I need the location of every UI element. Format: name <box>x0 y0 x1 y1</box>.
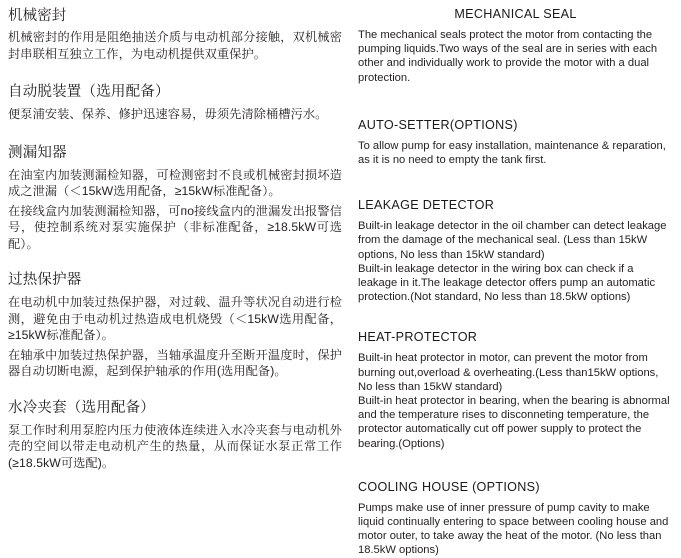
section-cooling-house-zh <box>8 398 342 472</box>
heat-protector-en-paragraph-1: Built-in heat protector in motor, can prevent the motor from burning out,overload & overheating.(Less than15kW options, No less than 15kW standard) <box>358 352 659 393</box>
section-leakage-detector-zh <box>8 143 342 253</box>
cooling-house-zh-title: 水冷夹套（选用配备） <box>8 399 155 416</box>
cooling-house-en-title: COOLING HOUSE (OPTIONS) <box>358 479 540 494</box>
section-heat-protector-zh <box>8 270 342 380</box>
mechanical-seal-zh-paragraph: 机械密封的作用是阻绝抽送介质与电动机部分接触，双机械密封串联相互独立工作，为电动机提供双重保护。 <box>8 30 342 61</box>
mechanical-seal-en-title: MECHANICAL SEAL <box>454 7 577 21</box>
english-column <box>352 0 681 557</box>
leakage-detector-zh-title: 测漏知器 <box>8 144 67 161</box>
heat-protector-zh-title: 过热保护器 <box>8 272 82 288</box>
chinese-column <box>0 0 352 530</box>
section-mechanical-seal-en <box>358 6 673 85</box>
section-auto-setter-en <box>358 117 673 167</box>
section-leakage-detector-en <box>358 197 673 304</box>
heat-protector-en-title: HEAT-PROTECTOR <box>358 330 478 345</box>
section-heat-protector-en <box>358 329 673 450</box>
auto-setter-en-paragraph: To allow pump for easy installation, maintenance & reparation, as it is no need to empty the tank first. <box>358 139 666 167</box>
heat-protector-zh-paragraph-1: 在电动机中加装过热保护器，对过载、温升等状况自动进行检测，避免由于电动机过热造成电机烧毁（＜15kW选用配备，≥15kW标准配备）。 <box>8 295 342 342</box>
heat-protector-zh-paragraph-2: 在轴承中加装过热保护器，当轴承温度升至断开温度时，保护器自动切断电源，起到保护轴承的作用(选用配备)。 <box>8 347 342 378</box>
mechanical-seal-en-paragraph: The mechanical seals protect the motor from contacting the pumping liquids.Two ways of the seal are in series with each other and individually work to provide the motor with a dual protection. <box>358 29 658 84</box>
cooling-house-en-paragraph: Pumps make use of inner pressure of pump cavity to make liquid continually entering to space between cooling house and motor outer, to take away the heat of the motor. (No less than 18.5kW options) <box>358 501 669 557</box>
auto-setter-zh-title: 自动脱装置（选用配备） <box>8 84 170 100</box>
leakage-detector-zh-paragraph-2: 在接线盒内加装测漏检知器，可по接线盒内的泄漏发出报警信号，使控制系统对泵实施保护（非标准配备，≥18.5kW可选配）。 <box>8 203 342 251</box>
heat-protector-en-paragraph-2: Built-in heat protector in bearing, when the bearing is abnormal and the temperature rises to disconneting temperature, the protector automatically cut off power supply to protect the bearing.(Options) <box>358 395 670 450</box>
section-mechanical-seal-zh <box>8 6 342 62</box>
auto-setter-en-title: AUTO-SETTER(OPTIONS) <box>358 117 518 132</box>
leakage-detector-en-paragraph-2: Built-in leakage detector in the wiring box can check if a leakage in it.The leakage detector offers pump an automatic protection.(Not standard, No less than 18.5kW options) <box>358 262 656 304</box>
auto-setter-zh-paragraph: 便泵浦安装、保养、修护迅速容易，毋须先清除桶槽污水。 <box>8 107 328 121</box>
mechanical-seal-zh-title: 机械密封 <box>8 8 67 24</box>
section-auto-setter-zh <box>8 82 342 123</box>
leakage-detector-zh-paragraph-1: 在油室内加装测漏检知器，可检测密封不良或机械密封损坏造成之泄漏（＜15kW选用配备，≥15kW标准配备）。 <box>8 167 342 198</box>
leakage-detector-en-paragraph-1: Built-in leakage detector in the oil chamber can detect leakage from the damage of the mechanical seal. (Less than 15kW options, No less than 15kW standard) <box>358 220 667 261</box>
section-cooling-house-en <box>358 479 673 558</box>
leakage-detector-en-title: LEAKAGE DETECTOR <box>358 198 495 213</box>
cooling-house-zh-paragraph: 泵工作时利用泵腔内压力使液体连续进入水冷夹套与电动机外壳的空间以带走电动机产生的热量，从而保证水泵正常工作(≥18.5kW可选配)。 <box>8 422 342 470</box>
